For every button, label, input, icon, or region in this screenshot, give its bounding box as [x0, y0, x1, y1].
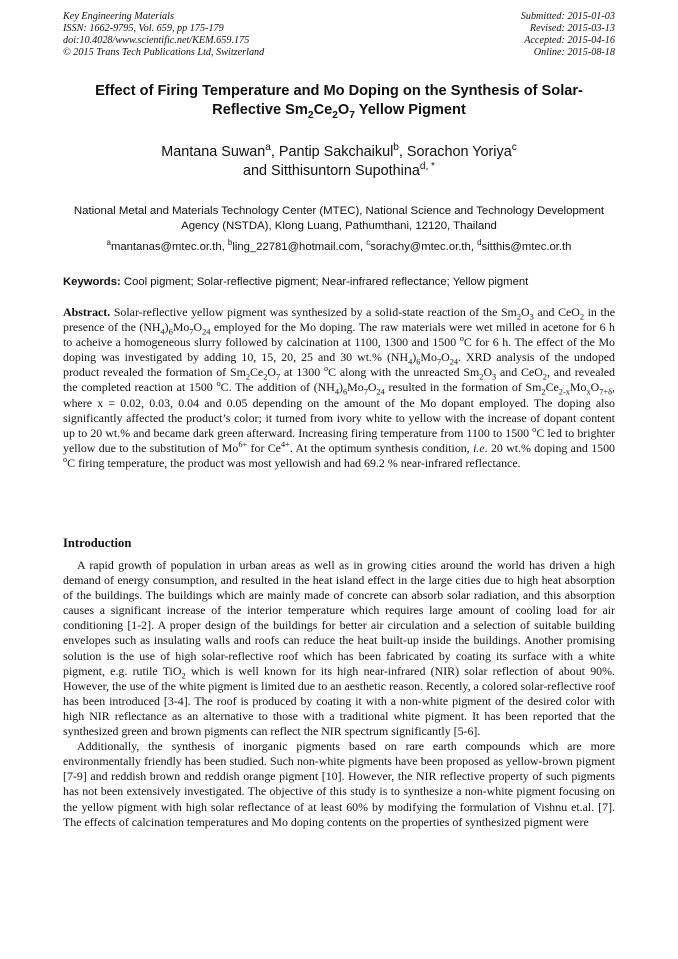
- author-name: Sorachon Yoriya: [406, 144, 512, 160]
- section-heading: Introduction: [63, 536, 132, 550]
- online-date: Online: 2015-08-18: [533, 47, 615, 58]
- paragraph: A rapid growth of population in urban areas as well as in growing cities around the world has driven a high demand of energy consumption, and resulted in the heat island effect in the large cities due to high heat absorption of the buildings. The buildings which are mainly made of concrete can absorb solar radiation, and this absorption causes a significant increase of the interior temperature which requires large amount of cooling load for air conditioning [1-2]. A proper design of the buildings for better air circulation and a selection of suitable building envelopes such as insulating walls and roofs can reduce the heat built-up inside the buildings. Another promising solution is the use of high solar-reflective roof which has been fabricated by coating its surface with a white pigment, e.g. rutile TiO$_2$ which is well known for its high near-infrared (NIR) solar reflection of about 90%. However, the use of the white pigment is limited due to an aesthetic reason. Recently, a colored solar-reflective roof has been introduced [3-4]. The roof is produced by coating it with a non-white pigment of the desired color with high NIR reflectance as an alternative to those with a traditional white pigment. It has been reported that the synthesized green and brown pigments can reflect the NIR spectrum significantly [5-6].: [63, 558, 615, 739]
- author-name: Sitthisuntorn Supothina: [271, 163, 420, 179]
- paragraph: Additionally, the synthesis of inorganic pigments based on rare earth compounds which are more environmentally friendly has been studied. Such non-white pigments have been proposed as yellow-brown pigment [7-9] and reddish brown and reddish orange pigment [10]. However, the NIR reflective property of such pigments has not been extensively investigated. The objective of this study is to synthesize a non-white pigment focusing on the yellow pigment with high solar reflectance of at least 60% by modifying the formulation of Vishnu et.al. [7]. The effects of calcination temperatures and Mo doping contents on the properties of synthesized pigment were: [63, 739, 615, 829]
- paper-title: Effect of Firing Temperature and Mo Doping on the Synthesis of Solar-Reflective $Sm_2Ce_2O_7$ Yellow Pigment: [95, 83, 583, 121]
- keywords: Keywords: Cool pigment; Solar-reflective pigment; Near-infrared reflectance; Yellow pigment: [63, 276, 529, 288]
- email-list: $^a$mantanas@mtec.or.th, $^b$ling_22781@hotmail.com, $^c$sorachy@mtec.or.th, $^d$sitthis@mtec.or.th: [106, 238, 572, 253]
- copyright-line: © 2015 Trans Tech Publications Ltd, Switzerland: [63, 47, 265, 58]
- keywords-label: Keywords:: [63, 276, 121, 288]
- journal-name: Key Engineering Materials: [63, 11, 174, 22]
- abstract: Abstract. Solar-reflective yellow pigment was synthesized by a solid-state reaction of the $Sm_2O_3$ and CeO$_2$ in the presence of the $(NH_4)_6Mo_7O_{24}$ employed for the Mo doping. The raw materials were wet milled in acetone for 6 h to acheive a homogeneous slurry followed by calcination at 1100, 1300 and 1500 $^o$C for 6 h. The effect of the Mo doping was investigated by adding 10, 15, 20, 25 and 30 wt.% $(NH_4)_6Mo_7O_{24}$. XRD analysis of the undoped product revealed the formation of $Sm_2Ce_2O_7$ at 1300 $^o$C along with the unreacted $Sm_2O_3$ and CeO$_2$, and revealed the completed reaction at 1500 $^o$C. The addition of $(NH_4)_6Mo_7O_{24}$ resulted in the formation of $Sm_2Ce_{2-x}Mo_xO_{7+\delta}$, where x = 0.02, 0.03, 0.04 and 0.05 depending on the amount of the Mo dopant employed. The doping also significantly affected the product’s color; it turned from ivory white to yellow with the increase of dopant content up to 20 wt.% and became dark green afterward. Increasing firing temperature from 1100 to 1500 $^o$C led to brighter yellow due to the substitution of $Mo^{6+}$ for $Ce^{4+}$. At the optimum synthesis condition, i.e. 20 wt.% doping and 1500 $^o$C firing temperature, the product was most yellowish and had 69.2 % near-infrared reflectance.: [63, 305, 615, 470]
- author-name: Pantip Sakchaikul: [278, 144, 394, 160]
- author-name: Mantana Suwan: [161, 144, 266, 160]
- doi-line: doi:10.4028/www.scientific.net/KEM.659.175: [63, 35, 250, 46]
- submitted-date: Submitted: 2015-01-03: [520, 11, 615, 22]
- author-list: Mantana Suwan$^a$, Pantip Sakchaikul$^b$, Sorachon Yoriya$^c$ and Sitthisuntorn Supothina$^{d, *}$: [161, 142, 517, 179]
- accepted-date: Accepted: 2015-04-16: [524, 35, 615, 46]
- dates-info: [521, 11, 615, 59]
- issn-line: ISSN: 1662-9795, Vol. 659, pp 175-179: [63, 23, 224, 34]
- revised-date: Revised: 2015-03-13: [529, 23, 615, 34]
- abstract-label: Abstract.: [63, 305, 111, 319]
- introduction-body: [63, 558, 615, 830]
- journal-info: [63, 11, 264, 59]
- affiliation: National Metal and Materials Technology Center (MTEC), National Science and Technology Development Agency (NSTDA), Klong Luang, Pathumthani, 12120, Thailand: [73, 205, 605, 232]
